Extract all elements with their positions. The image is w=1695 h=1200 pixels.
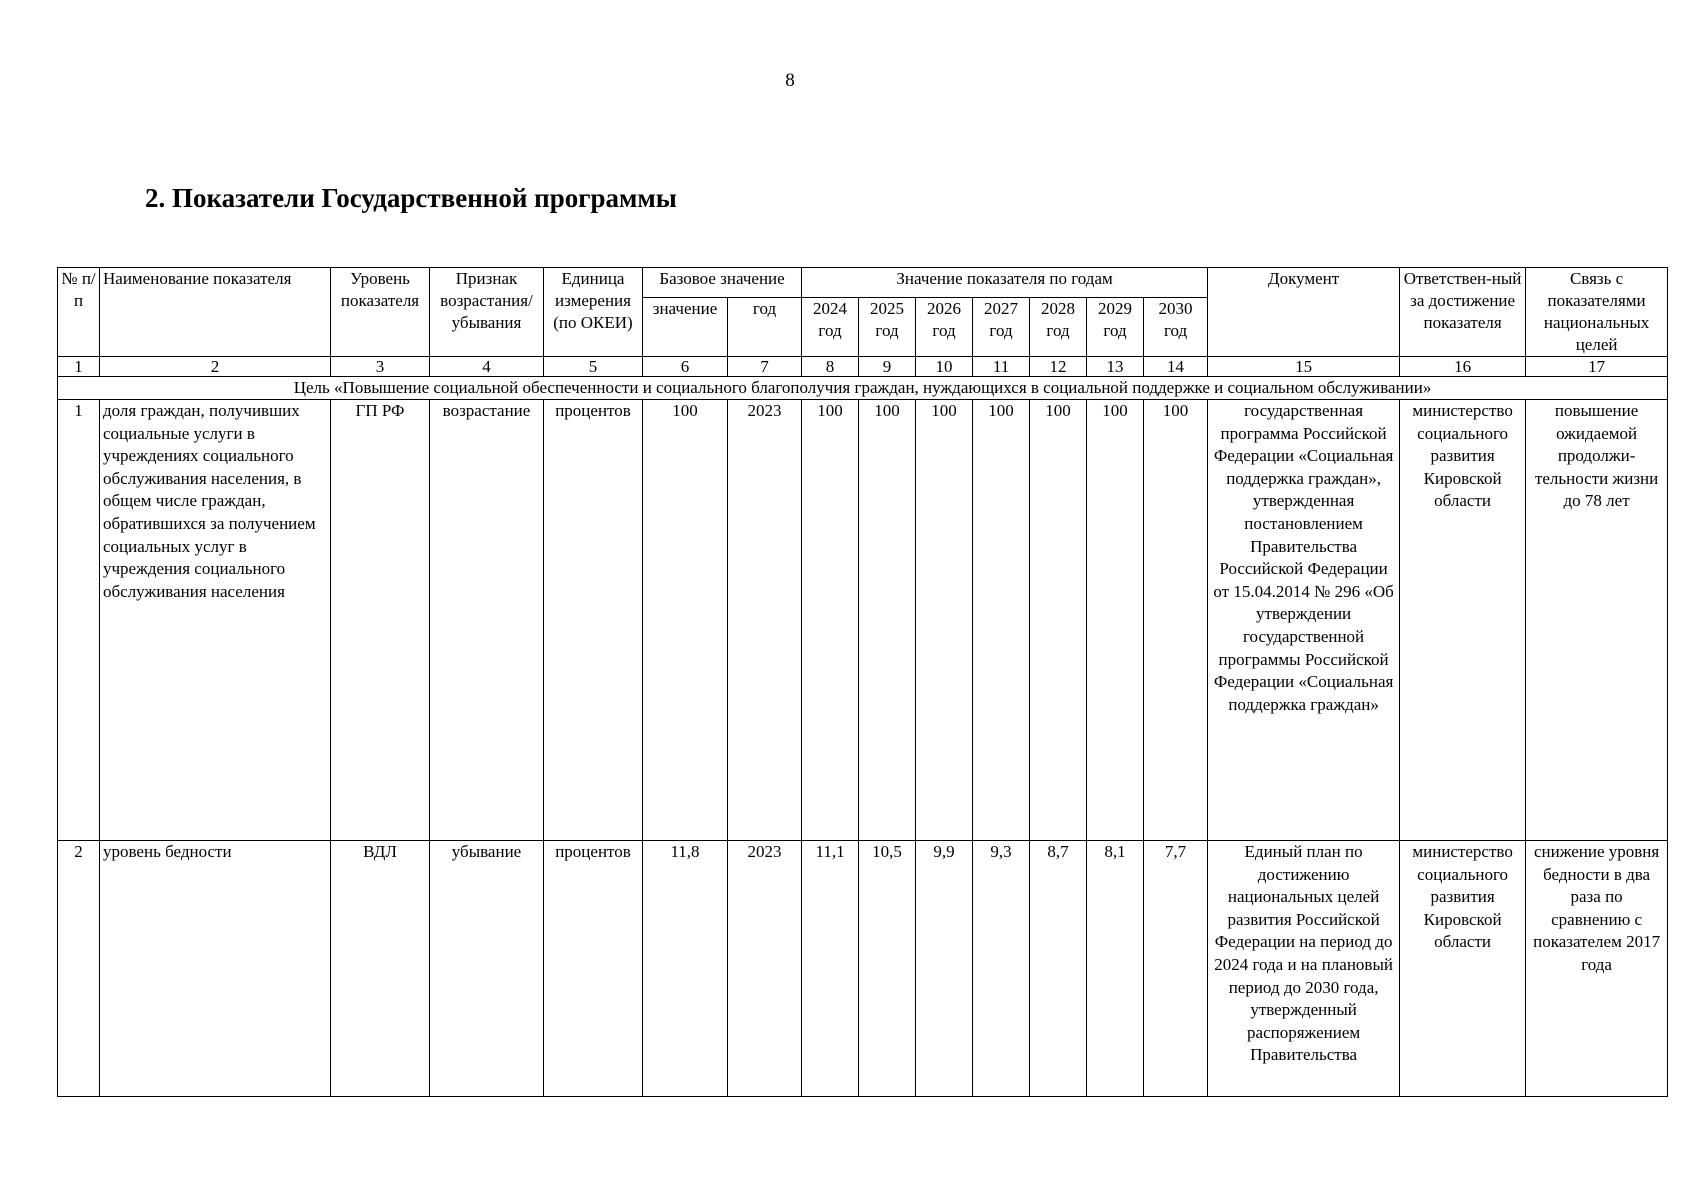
year-value: 9,3 — [973, 841, 1030, 1097]
goal-row — [58, 377, 1668, 400]
column-number: 6 — [643, 357, 728, 377]
row-number: 2 — [58, 841, 100, 1097]
column-number: 9 — [859, 357, 916, 377]
year-value: 100 — [1030, 400, 1087, 841]
year-value: 100 — [1087, 400, 1144, 841]
indicator-trend: убывание — [430, 841, 544, 1097]
header-year: 2027 год — [973, 298, 1030, 357]
year-value: 100 — [859, 400, 916, 841]
header-base-value: Базовое значение — [643, 268, 802, 298]
indicators-table — [57, 267, 1668, 1097]
header-level: Уровень показателя — [331, 268, 430, 357]
year-value: 100 — [916, 400, 973, 841]
indicator-name: уровень бедности — [100, 841, 331, 1097]
column-number: 8 — [802, 357, 859, 377]
column-number: 15 — [1208, 357, 1400, 377]
responsible-text: министерство социального развития Кировской области — [1400, 400, 1526, 841]
header-indicator-name: Наименование показателя — [100, 268, 331, 357]
column-number: 14 — [1144, 357, 1208, 377]
header-unit: Единица измерения (по ОКЕИ) — [544, 268, 643, 357]
column-number: 5 — [544, 357, 643, 377]
national-goal-link: повышение ожидаемой продолжи-тельности жизни до 78 лет — [1526, 400, 1668, 841]
column-number-row — [58, 357, 1668, 377]
year-value: 100 — [973, 400, 1030, 841]
table-row — [58, 400, 1668, 841]
column-number: 17 — [1526, 357, 1668, 377]
year-value: 7,7 — [1144, 841, 1208, 1097]
responsible-text: министерство социального развития Кировской области — [1400, 841, 1526, 1097]
row-number: 1 — [58, 400, 100, 841]
year-value: 8,7 — [1030, 841, 1087, 1097]
column-number: 13 — [1087, 357, 1144, 377]
document-text: Единый план по достижению национальных целей развития Российской Федерации на период до 2024 года и на плановый период до 2030 года, утвержденный распоряжением Правительства — [1208, 841, 1400, 1097]
year-value: 100 — [802, 400, 859, 841]
base-value: 11,8 — [643, 841, 728, 1097]
column-number: 16 — [1400, 357, 1526, 377]
national-goal-link: снижение уровня бедности в два раза по сравнению с показателем 2017 года — [1526, 841, 1668, 1097]
column-number: 3 — [331, 357, 430, 377]
header-year: 2029 год — [1087, 298, 1144, 357]
indicator-level: ГП РФ — [331, 400, 430, 841]
page-number: 8 — [785, 70, 795, 91]
header-document: Документ — [1208, 268, 1400, 357]
year-value: 100 — [1144, 400, 1208, 841]
column-number: 10 — [916, 357, 973, 377]
year-value: 10,5 — [859, 841, 916, 1097]
header-year: 2026 год — [916, 298, 973, 357]
header-national-goals: Связь с показателями национальных целей — [1526, 268, 1668, 357]
header-number: № п/п — [58, 268, 100, 357]
header-row-1 — [58, 268, 1668, 298]
year-value: 11,1 — [802, 841, 859, 1097]
document-text: государственная программа Российской Федерации «Социальная поддержка граждан», утвержденная постановлением Правительства Российской Федерации от 15.04.2014 № 296 «Об утверждении государственной программы Российской Федерации «Социальная поддержка граждан» — [1208, 400, 1400, 841]
column-number: 7 — [728, 357, 802, 377]
header-base-val: значение — [643, 298, 728, 357]
base-value: 100 — [643, 400, 728, 841]
year-value: 9,9 — [916, 841, 973, 1097]
indicator-name: доля граждан, получивших социальные услуги в учреждениях социального обслуживания населения, в общем числе граждан, обратившихся за получением социальных услуг в учреждения социального обслуживания населения — [100, 400, 331, 841]
header-values-by-year: Значение показателя по годам — [802, 268, 1208, 298]
indicator-level: ВДЛ — [331, 841, 430, 1097]
goal-text: Цель «Повышение социальной обеспеченности и социального благополучия граждан, нуждающихся в социальной поддержке и социальном обслуживании» — [58, 377, 1668, 400]
year-value: 8,1 — [1087, 841, 1144, 1097]
header-responsible: Ответствен-ный за достижение показателя — [1400, 268, 1526, 357]
column-number: 2 — [100, 357, 331, 377]
table-row — [58, 841, 1668, 1097]
column-number: 12 — [1030, 357, 1087, 377]
column-number: 1 — [58, 357, 100, 377]
column-number: 11 — [973, 357, 1030, 377]
header-year: 2025 год — [859, 298, 916, 357]
header-year: 2024 год — [802, 298, 859, 357]
column-number: 4 — [430, 357, 544, 377]
base-year: 2023 — [728, 841, 802, 1097]
indicator-unit: процентов — [544, 841, 643, 1097]
header-trend: Признак возрастания/ убывания — [430, 268, 544, 357]
section-heading: 2. Показатели Государственной программы — [145, 183, 677, 213]
indicator-unit: процентов — [544, 400, 643, 841]
indicator-trend: возрастание — [430, 400, 544, 841]
header-base-year: год — [728, 298, 802, 357]
header-year: 2030 год — [1144, 298, 1208, 357]
base-year: 2023 — [728, 400, 802, 841]
header-year: 2028 год — [1030, 298, 1087, 357]
